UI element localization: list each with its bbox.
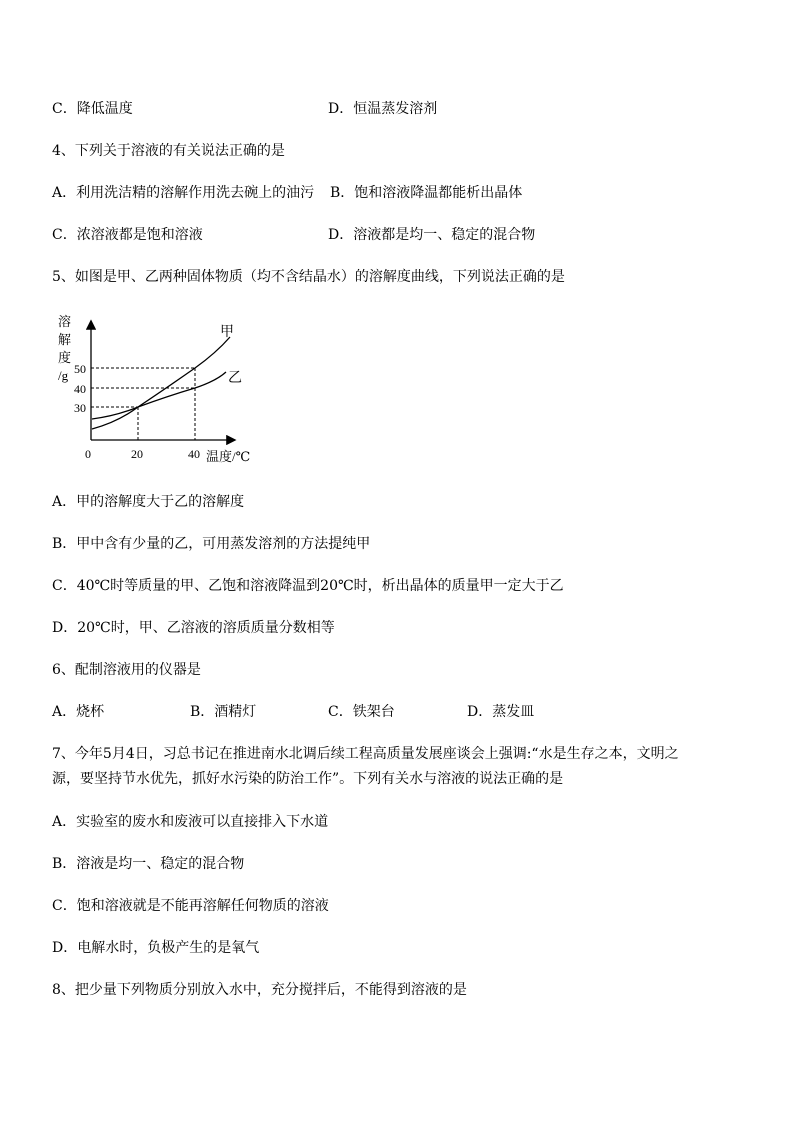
q7-option-c: C．饱和溶液就是不能再溶解任何物质的溶液 — [52, 898, 329, 914]
solubility-chart — [52, 308, 272, 468]
q6-stem: 6、配制溶液用的仪器是 — [52, 662, 201, 678]
q5-option-c: C．40℃时等质量的甲、乙饱和溶液降温到20℃时，析出晶体的质量甲一定大于乙 — [52, 578, 564, 594]
q7-stem-line2: 源，要坚持节水优先，抓好水污染的防治工作”。下列有关水与溶液的说法正确的是 — [52, 771, 564, 787]
q8-stem: 8、把少量下列物质分别放入水中，充分搅拌后，不能得到溶液的是 — [52, 982, 467, 998]
q5-option-b: B．甲中含有少量的乙，可用蒸发溶剂的方法提纯甲 — [52, 536, 371, 552]
ytick-50: 50 — [74, 362, 86, 376]
q6-option-b: B．酒精灯 — [190, 704, 257, 720]
ylabel-char-2: 解 — [58, 332, 72, 347]
q7-option-a: A．实验室的废水和废液可以直接排入下水道 — [52, 814, 329, 830]
ylabel-char-3: 度 — [58, 350, 72, 365]
q4-option-c: C．浓溶液都是饱和溶液 — [52, 227, 203, 243]
ylabel-char-4: /g — [58, 368, 69, 383]
q6-option-d: D．蒸发皿 — [467, 704, 535, 720]
q7-option-b: B．溶液是均一、稳定的混合物 — [52, 856, 245, 872]
xlabel: 温度/℃ — [206, 449, 251, 464]
xtick-20: 20 — [131, 447, 143, 461]
q7-option-d: D．电解水时，负极产生的是氧气 — [52, 940, 260, 956]
q3-option-c: C．降低温度 — [52, 101, 133, 117]
q4-option-b: B．饱和溶液降温都能析出晶体 — [330, 185, 523, 201]
q4-stem: 4、下列关于溶液的有关说法正确的是 — [52, 143, 285, 159]
xtick-origin: 0 — [85, 447, 91, 461]
series-jia-label: 甲 — [220, 325, 234, 340]
q4-option-a: A．利用洗洁精的溶解作用洗去碗上的油污 — [52, 185, 315, 201]
q6-option-a: A．烧杯 — [52, 704, 105, 720]
ytick-40: 40 — [74, 382, 86, 396]
q4-option-d: D．溶液都是均一、稳定的混合物 — [328, 227, 536, 243]
q5-option-d: D．20℃时，甲、乙溶液的溶质质量分数相等 — [52, 620, 335, 636]
q6-option-c: C．铁架台 — [328, 704, 395, 720]
ylabel-char-1: 溶 — [58, 314, 72, 329]
xtick-40: 40 — [188, 447, 200, 461]
ytick-30: 30 — [74, 401, 86, 415]
series-yi-curve — [92, 372, 226, 419]
series-yi-label: 乙 — [228, 371, 242, 386]
q5-stem: 5、如图是甲、乙两种固体物质（均不含结晶水）的溶解度曲线，下列说法正确的是 — [52, 269, 565, 285]
q3-option-d: D．恒温蒸发溶剂 — [328, 101, 438, 117]
q7-stem-line1: 7、今年5月4日，习总书记在推进南水北调后续工程高质量发展座谈会上强调:“水是生存之本，文明之 — [52, 746, 679, 762]
q5-option-a: A．甲的溶解度大于乙的溶解度 — [52, 494, 245, 510]
